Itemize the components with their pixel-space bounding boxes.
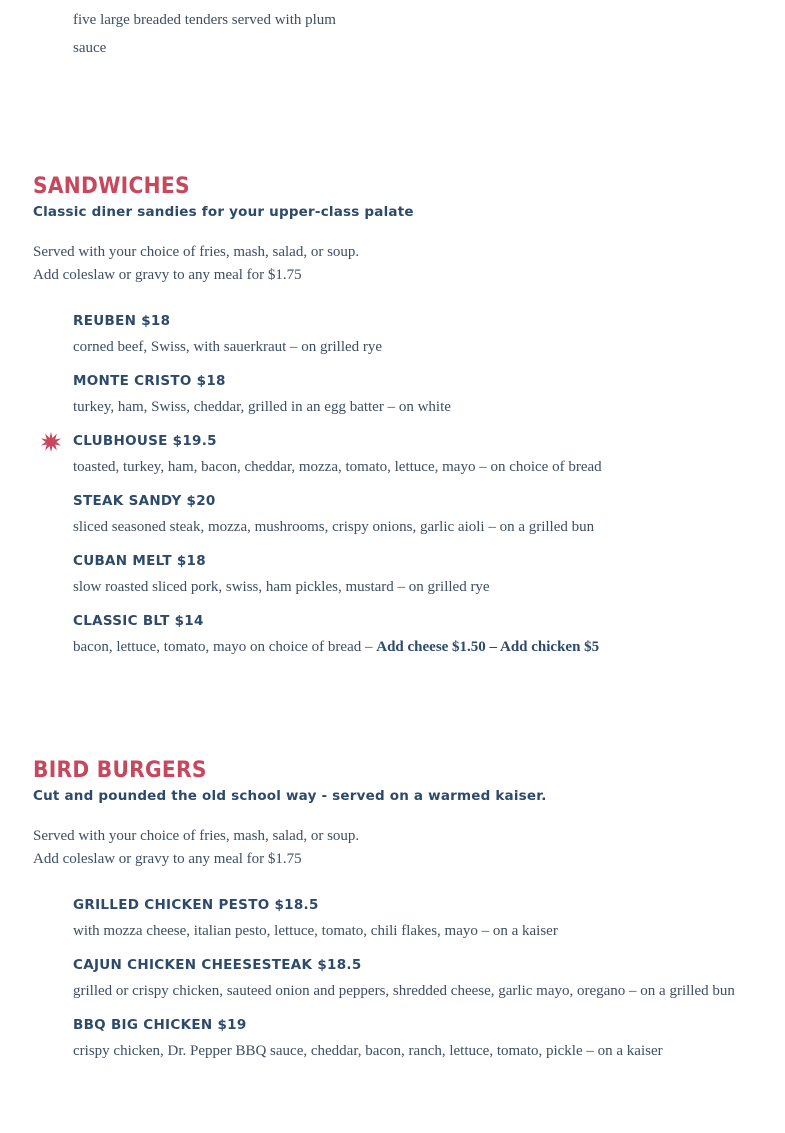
menu-item-list [33, 893, 753, 1065]
section-note [33, 825, 753, 871]
intro-item-description: five large breaded tenders served with plum sauce [73, 12, 336, 56]
section-subtitle: Cut and pounded the old school way - served on a warmed kaiser. [33, 788, 547, 804]
item-description: with mozza cheese, italian pesto, lettuce, tomato, chili flakes, mayo – on a kaiser [73, 923, 558, 939]
menu-item-steak-sandy [73, 489, 753, 541]
item-description [73, 633, 743, 661]
menu-item-reuben [73, 309, 753, 361]
menu-item-list [33, 309, 753, 661]
item-name: CLASSIC BLT $14 [73, 613, 204, 629]
menu-item-classic-blt [73, 609, 753, 661]
item-name: CAJUN CHICKEN CHEESESTEAK $18.5 [73, 957, 362, 973]
item-description: corned beef, Swiss, with sauerkraut – on grilled rye [73, 339, 383, 355]
item-description: crispy chicken, Dr. Pepper BBQ sauce, cheddar, bacon, ranch, lettuce, tomato, pickle – on a kaiser [73, 1043, 663, 1059]
item-description: grilled or crispy chicken, sauteed onion and peppers, shredded cheese, garlic mayo, oregano – on a grilled bun [73, 983, 735, 999]
item-name: GRILLED CHICKEN PESTO $18.5 [73, 897, 319, 913]
menu-item-monte-cristo [73, 369, 753, 421]
item-name: CLUBHOUSE $19.5 [73, 433, 217, 449]
sandwiches-section [33, 172, 753, 669]
item-description: turkey, ham, Swiss, cheddar, grilled in an egg batter – on white [73, 399, 451, 415]
item-description: sliced seasoned steak, mozza, mushrooms, crispy onions, garlic aioli – on a grilled bun [73, 519, 595, 535]
section-note [33, 241, 753, 287]
item-name: STEAK SANDY $20 [73, 493, 216, 509]
menu-item-cajun-chicken-cheesesteak [73, 953, 753, 1005]
item-description: toasted, turkey, ham, bacon, cheddar, mozza, tomato, lettuce, mayo – on choice of bread [73, 459, 602, 475]
menu-item-grilled-chicken-pesto [73, 893, 753, 945]
item-name: MONTE CRISTO $18 [73, 373, 226, 389]
note-line: Add coleslaw or gravy to any meal for $1.75 [33, 851, 302, 867]
item-name: REUBEN $18 [73, 313, 171, 329]
item-name: BBQ BIG CHICKEN $19 [73, 1017, 247, 1033]
bird-burgers-section [33, 756, 753, 1073]
item-addon-options: Add cheese $1.50 – Add chicken $5 [376, 639, 600, 655]
note-line: Served with your choice of fries, mash, salad, or soup. [33, 828, 360, 844]
menu-item-clubhouse [73, 429, 753, 481]
item-description: slow roasted sliced pork, swiss, ham pickles, mustard – on grilled rye [73, 579, 490, 595]
section-title: BIRD BURGERS [33, 758, 207, 783]
item-name: CUBAN MELT $18 [73, 553, 206, 569]
note-line: Add coleslaw or gravy to any meal for $1.75 [33, 267, 302, 283]
menu-item-bbq-big-chicken [73, 1013, 753, 1065]
item-description-text: bacon, lettuce, tomato, mayo on choice of bread – [73, 639, 377, 655]
menu-item-cuban-melt [73, 549, 753, 601]
star-burst-icon [40, 431, 62, 453]
section-subtitle: Classic diner sandies for your upper-class palate [33, 204, 414, 220]
note-line: Served with your choice of fries, mash, salad, or soup. [33, 244, 360, 260]
section-title: SANDWICHES [33, 174, 190, 199]
